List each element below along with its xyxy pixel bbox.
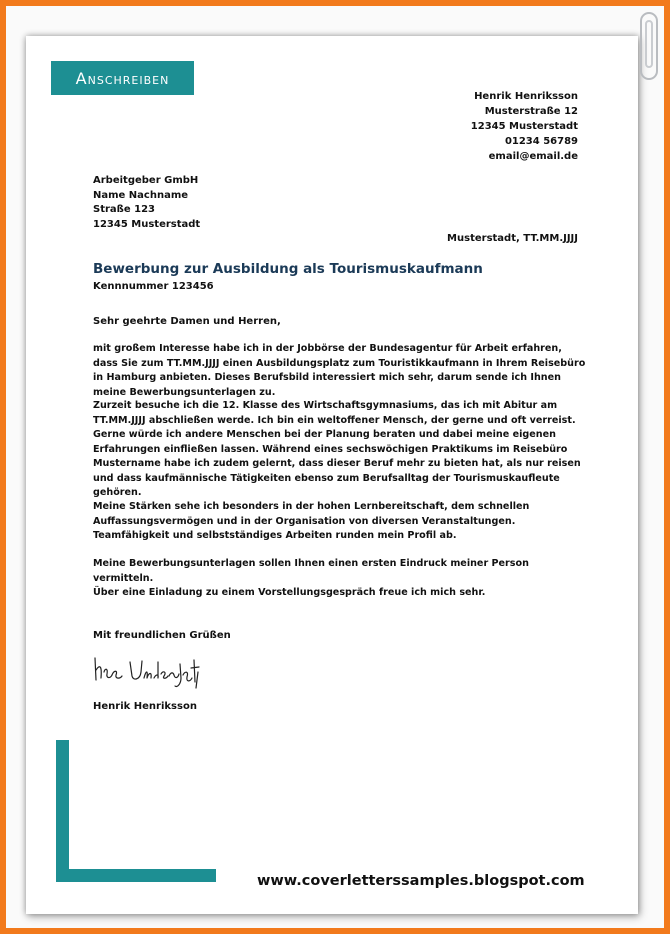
section-badge: Anschreiben: [51, 61, 194, 95]
body-paragraph-4: Meine Bewerbungsunterlagen sollen Ihnen einen ersten Eindruck meiner Person vermitteln.: [93, 558, 529, 584]
letter-date: Musterstadt, TT.MM.JJJJ: [447, 233, 578, 244]
recipient-contact: Name Nachname: [93, 189, 189, 201]
signer-name: Henrik Henriksson: [93, 701, 197, 712]
recipient-street: Straße 123: [93, 204, 155, 215]
handwritten-signature: [92, 648, 212, 692]
paperclip-inner-loop: [645, 20, 653, 68]
sender-city: 12345 Musterstadt: [470, 121, 578, 132]
sender-street: Musterstraße 12: [484, 106, 578, 117]
body-paragraph-1: mit großem Interesse habe ich in der Jobbörse der Bundesagentur für Arbeit erfahren, dass Sie zum TT.MM.JJJJ einen Ausbildungsplatz zum Touristikkaufmann in Ihrem Reisebüro in Hamburg anbieten. Dieses Berufsbild interessiert mich sehr, darum sende ich Ihnen meine Bewerbungsunterlagen zu.: [93, 343, 586, 398]
salutation: Sehr geehrte Damen und Herren,: [93, 316, 281, 327]
closing-phrase: Mit freundlichen Grüßen: [93, 630, 231, 641]
accent-bracket-vertical: [56, 740, 69, 882]
letter-subject: Bewerbung zur Ausbildung als Tourismuskaufmann: [93, 261, 483, 277]
reference-number: Kennnummer 123456: [93, 281, 214, 292]
recipient-address: [93, 174, 200, 232]
footer-website-url[interactable]: www.coverletterssamples.blogspot.com: [257, 873, 585, 889]
sender-phone: 01234 56789: [504, 136, 578, 147]
body-paragraph-2: Zurzeit besuche ich die 12. Klasse des Wirtschaftsgymnasiums, das ich mit Abitur am TT.MM.JJJJ abschließen werde. Ich bin ein weltoffener Mensch, der gerne und oft verreist. Gerne würde ich andere Menschen bei der Planung beraten und dabei meine eigenen Erfahrungen einfließen lassen. Während eines sechswöchigen Praktikums im Reisebüro Mustername habe ich zudem gelernt, dass dieser Beruf mehr zu bieten hat, als nur reisen und dass kaufmännische Tätigkeiten ebenso zum Berufsalltag der Tourismuskaufleute gehören.: [93, 400, 581, 498]
body-paragraph-3: Meine Stärken sehe ich besonders in der hohen Lernbereitschaft, dem schnellen Auffassungsvermögen und in der Organisation von diversen Veranstaltungen. Teamfähigkeit und selbstständiges Arbeiten runden mein Profil ab.: [93, 501, 530, 541]
recipient-company: Arbeitgeber GmbH: [93, 175, 199, 186]
recipient-city: 12345 Musterstadt: [93, 218, 201, 230]
accent-bracket-horizontal: [56, 869, 216, 882]
body-paragraph-5: Über eine Einladung zu einem Vorstellungsgespräch freue ich mich sehr.: [93, 587, 486, 598]
sender-name: Henrik Henriksson: [474, 91, 578, 102]
sender-email: email@email.de: [488, 151, 578, 162]
sender-address: [471, 89, 578, 164]
